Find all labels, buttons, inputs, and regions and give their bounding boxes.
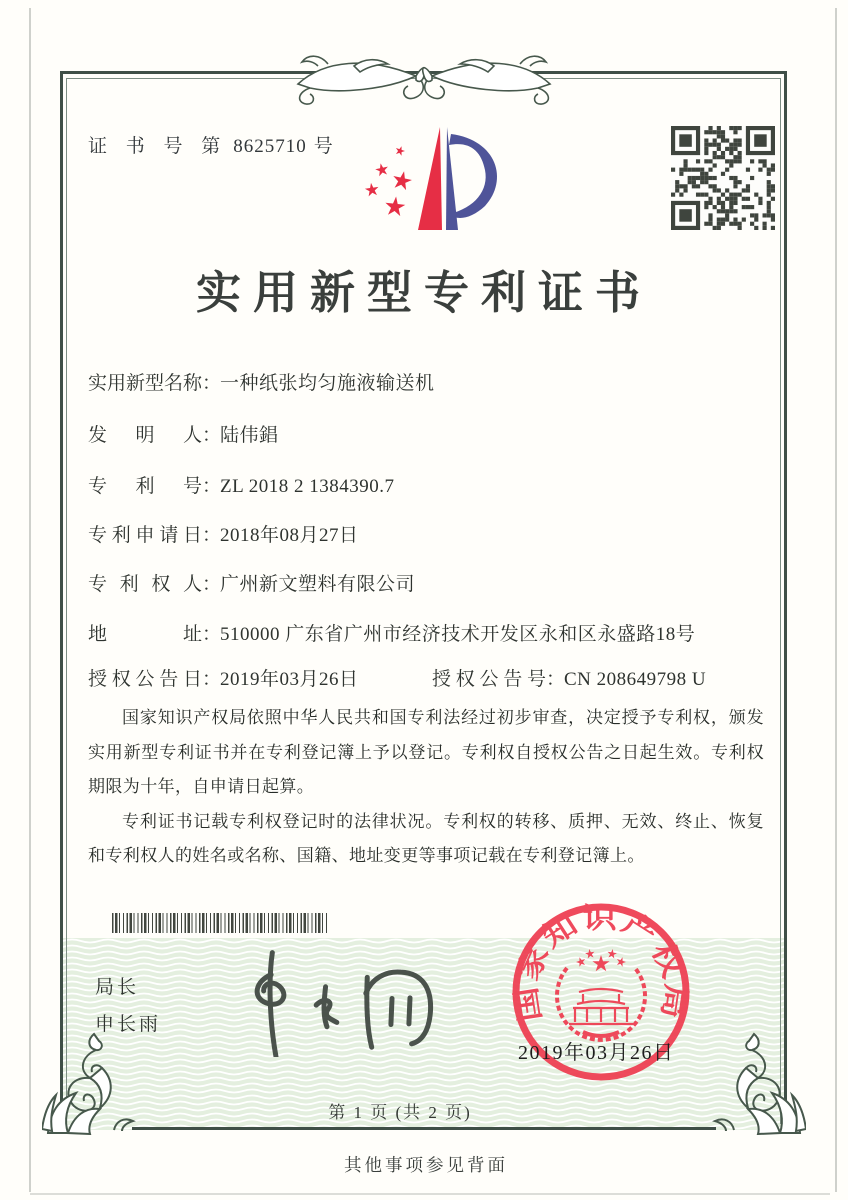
- field-value: 2019年03月26日: [220, 669, 359, 690]
- signer-name: 申长雨: [95, 1014, 162, 1035]
- colon: ：: [202, 525, 222, 546]
- field-label: 专利号: [88, 476, 202, 497]
- back-note: 其他事项参见背面: [344, 1155, 508, 1175]
- colon: ：: [202, 425, 222, 446]
- frame-left-inner: [66, 78, 67, 1124]
- logo-stars: [364, 145, 413, 217]
- field-row-patentee: [88, 569, 415, 596]
- field-label: 发明人: [88, 425, 202, 446]
- field-row-filing-date: [88, 520, 359, 547]
- field-row-utility-name: [88, 368, 435, 395]
- field-value: ZL 2018 2 1384390.7: [220, 476, 395, 497]
- frame-right-inner: [780, 78, 781, 1124]
- seal-date: 2019年03月26日: [518, 1042, 675, 1064]
- cnipa-logo: [345, 120, 515, 238]
- field-label: 地址: [88, 624, 202, 645]
- field-value: 510000 广东省广州市经济技术开发区永和区永盛路18号: [220, 624, 696, 645]
- signer-title: 局长: [95, 977, 140, 998]
- scan-edge-bottom: [30, 1193, 830, 1195]
- certificate-number-suffix: 号: [313, 136, 333, 157]
- legal-paragraph-1: 国家知识产权局依照中华人民共和国专利法经过初步审查，决定授予专利权，颁发实用新型专利证书并在专利登记簿上予以登记。专利权自授权公告之日起生效。专利权期限为十年，自申请日起算。: [88, 708, 764, 796]
- field-value: 一种纸张均匀施液输送机: [220, 373, 435, 394]
- field-value: 2018年08月27日: [220, 525, 359, 546]
- field-label: 授权公告日: [88, 669, 202, 690]
- field-label: 实用新型名称: [88, 373, 203, 394]
- page-indicator: 第 1 页 (共 2 页): [328, 1103, 472, 1122]
- signature-script: [228, 942, 468, 1057]
- colon: ：: [202, 624, 222, 645]
- field-grant-number: [432, 664, 706, 691]
- field-value: CN 208649798 U: [564, 669, 707, 690]
- legal-text: [88, 701, 764, 874]
- frame-left-outer: [60, 71, 63, 1131]
- field-value: 陆伟錩: [220, 425, 279, 446]
- field-value: 广州新文塑料有限公司: [220, 574, 416, 595]
- field-row-patent-no: [88, 471, 395, 498]
- scan-edge-left: [29, 8, 31, 1192]
- seal-authority-text: 国家知识产权局: [511, 902, 692, 1024]
- legal-paragraph-2: 专利证书记载专利权登记时的法律状况。专利权的转移、质押、无效、终止、恢复和专利权人的姓名或名称、国籍、地址变更等事项记载在专利登记簿上。: [88, 811, 764, 865]
- logo-p-bowl: [449, 134, 497, 218]
- certificate-number-value: 8625710: [233, 136, 307, 157]
- field-row-grant: [88, 664, 707, 691]
- field-label: 专利申请日: [88, 525, 202, 546]
- logo-spire: [418, 127, 442, 230]
- field-row-address: [88, 619, 695, 646]
- colon: ：: [546, 669, 566, 690]
- seal-national-emblem: [557, 948, 645, 1040]
- certificate-title: 实用新型专利证书: [195, 268, 652, 318]
- certificate-number: [88, 131, 333, 158]
- qr-code: [671, 126, 775, 230]
- colon: ：: [202, 574, 222, 595]
- field-row-inventor: [88, 420, 279, 447]
- barcode: [112, 913, 328, 933]
- colon: ：: [202, 476, 222, 497]
- field-label: 专利权人: [88, 574, 202, 595]
- frame-bottom-line: [132, 1127, 716, 1130]
- colon: ：: [202, 373, 222, 394]
- scan-edge-right: [835, 8, 837, 1192]
- top-ornament: [294, 50, 554, 108]
- frame-right-outer: [784, 71, 787, 1131]
- colon: ：: [202, 669, 222, 690]
- field-label: 授权公告号: [432, 669, 546, 690]
- certificate-number-prefix: 证 书 号 第: [88, 136, 228, 157]
